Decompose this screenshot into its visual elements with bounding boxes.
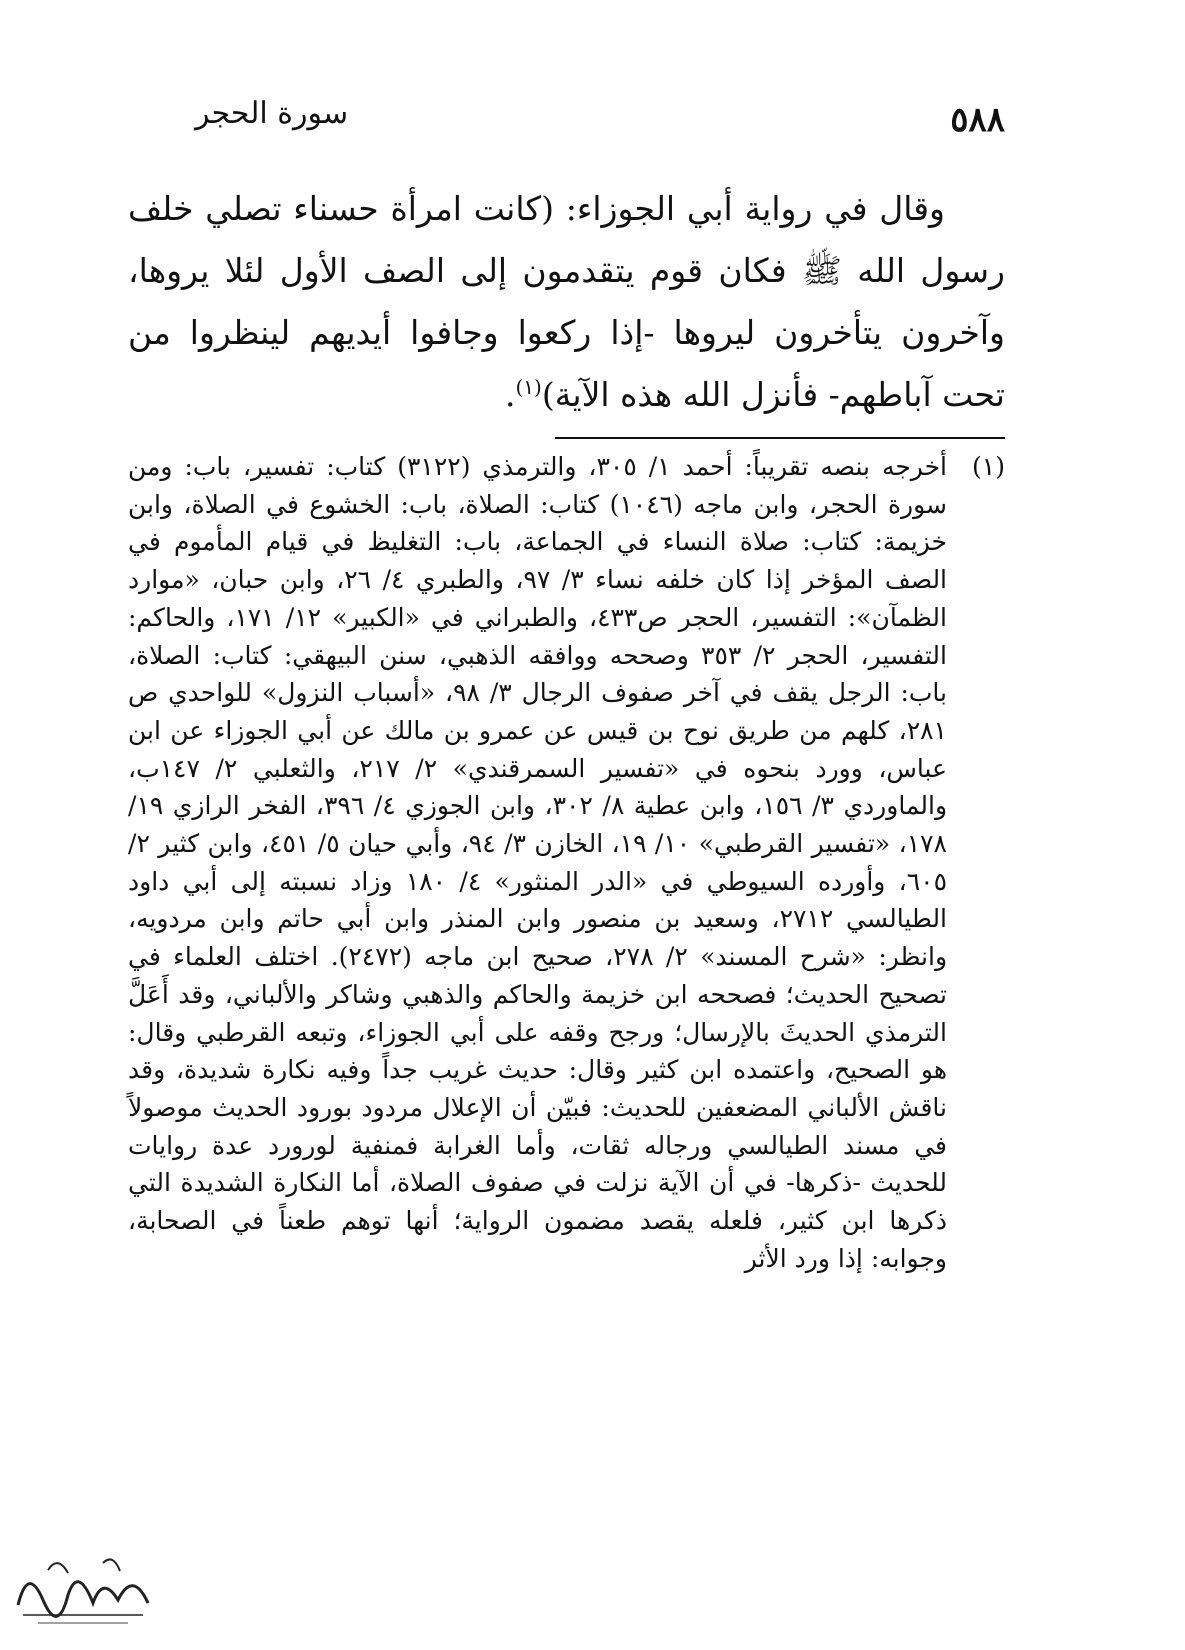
- running-title: سورة الحجر: [195, 96, 349, 131]
- page-number: ٥٨٨: [950, 100, 1005, 140]
- main-paragraph-text: وقال في رواية أبي الجوزاء: (كانت امرأة حسناء تصلي خلف رسول الله ﷺ فكان قوم يتقدمون إلى الصف الأول لئلا يروها، وآخرون يتأخرون ليروها -إذا ركعوا وجافوا أيديهم لينظروا من تحت آباطهم- فأنزل الله هذه الآية): [128, 189, 1005, 414]
- footnote-number: (١): [972, 452, 1005, 481]
- main-paragraph: [128, 178, 1005, 426]
- footnote-item: [128, 448, 1005, 1277]
- paragraph-end: .: [504, 375, 516, 414]
- footnote-reference[interactable]: (١): [515, 375, 542, 399]
- main-text: [128, 178, 1005, 426]
- footnotes: [128, 448, 1005, 1277]
- footnote-separator: [555, 437, 1005, 439]
- library-stamp-logo: [8, 1545, 158, 1635]
- footnote-text: أخرجه بنصه تقريباً: أحمد ١/ ٣٠٥، والترمذي (٣١٢٢) كتاب: تفسير، باب: ومن سورة الحجر، وابن ماجه (١٠٤٦) كتاب: الصلاة، باب: الخشوع في الصلاة، وابن خزيمة: كتاب: صلاة النساء في الجماعة، باب: التغليظ في قيام المأموم في الصف المؤخر إذا كان خلفه نساء ٣/ ٩٧، والطبري ٤/ ٢٦، وابن حبان، «موارد الظمآن»: التفسير، الحجر ص٤٣٣، والطبراني في «الكبير» ١٢/ ١٧١، والحاكم: التفسير، الحجر ٢/ ٣٥٣ وصححه ووافقه الذهبي، سنن البيهقي: كتاب: الصلاة، باب: الرجل يقف في آخر صفوف الرجال ٣/ ٩٨، «أسباب النزول» للواحدي ص ٢٨١، كلهم من طريق نوح بن قيس عن عمرو بن مالك عن أبي الجوزاء عن ابن عباس، وورد بنحوه في «تفسير السمرقندي» ٢/ ٢١٧، والثعلبي ٢/ ١٤٧ب، والماوردي ٣/ ١٥٦، وابن عطية ٨/ ٣٠٢، وابن الجوزي ٤/ ٣٩٦، الفخر الرازي ١٩/ ١٧٨، «تفسير القرطبي» ١٠/ ١٩، الخازن ٣/ ٩٤، وأبي حيان ٥/ ٤٥١، وابن كثير ٢/ ٦٠٥، وأورده السيوطي في «الدر المنثور» ٤/ ١٨٠ وزاد نسبته إلى أبي داود الطيالسي ٢٧١٢، وسعيد بن منصور وابن المنذر وابن أبي حاتم وابن مردويه، وانظر: «شرح المسند» ٢/ ٢٧٨، صحيح ابن ماجه (٢٤٧٢). اختلف العلماء في تصحيح الحديث؛ فصححه ابن خزيمة والحاكم والذهبي وشاكر والألباني، وقد أَعَلَّ الترمذي الحديثَ بالإرسال؛ ورجح وقفه على أبي الجوزاء، وتبعه القرطبي وقال: هو الصحيح، واعتمده ابن كثير وقال: حديث غريب جداً وفيه نكارة شديدة، وقد ناقش الألباني المضعفين للحديث: فبيّن أن الإعلال مردود بورود الحديث موصولاً في مسند الطيالسي ورجاله ثقات، وأما الغرابة فمنفية لورورد عدة روايات للحديث -ذكرها- في أن الآية نزلت في صفوف الصلاة، أما النكارة الشديدة التي ذكرها ابن كثير، فلعله يقصد مضمون الرواية؛ أنها توهم طعناً في الصحابة، وجوابه: إذا ورد الأثر: [128, 452, 948, 1273]
- page-header: [195, 88, 1005, 148]
